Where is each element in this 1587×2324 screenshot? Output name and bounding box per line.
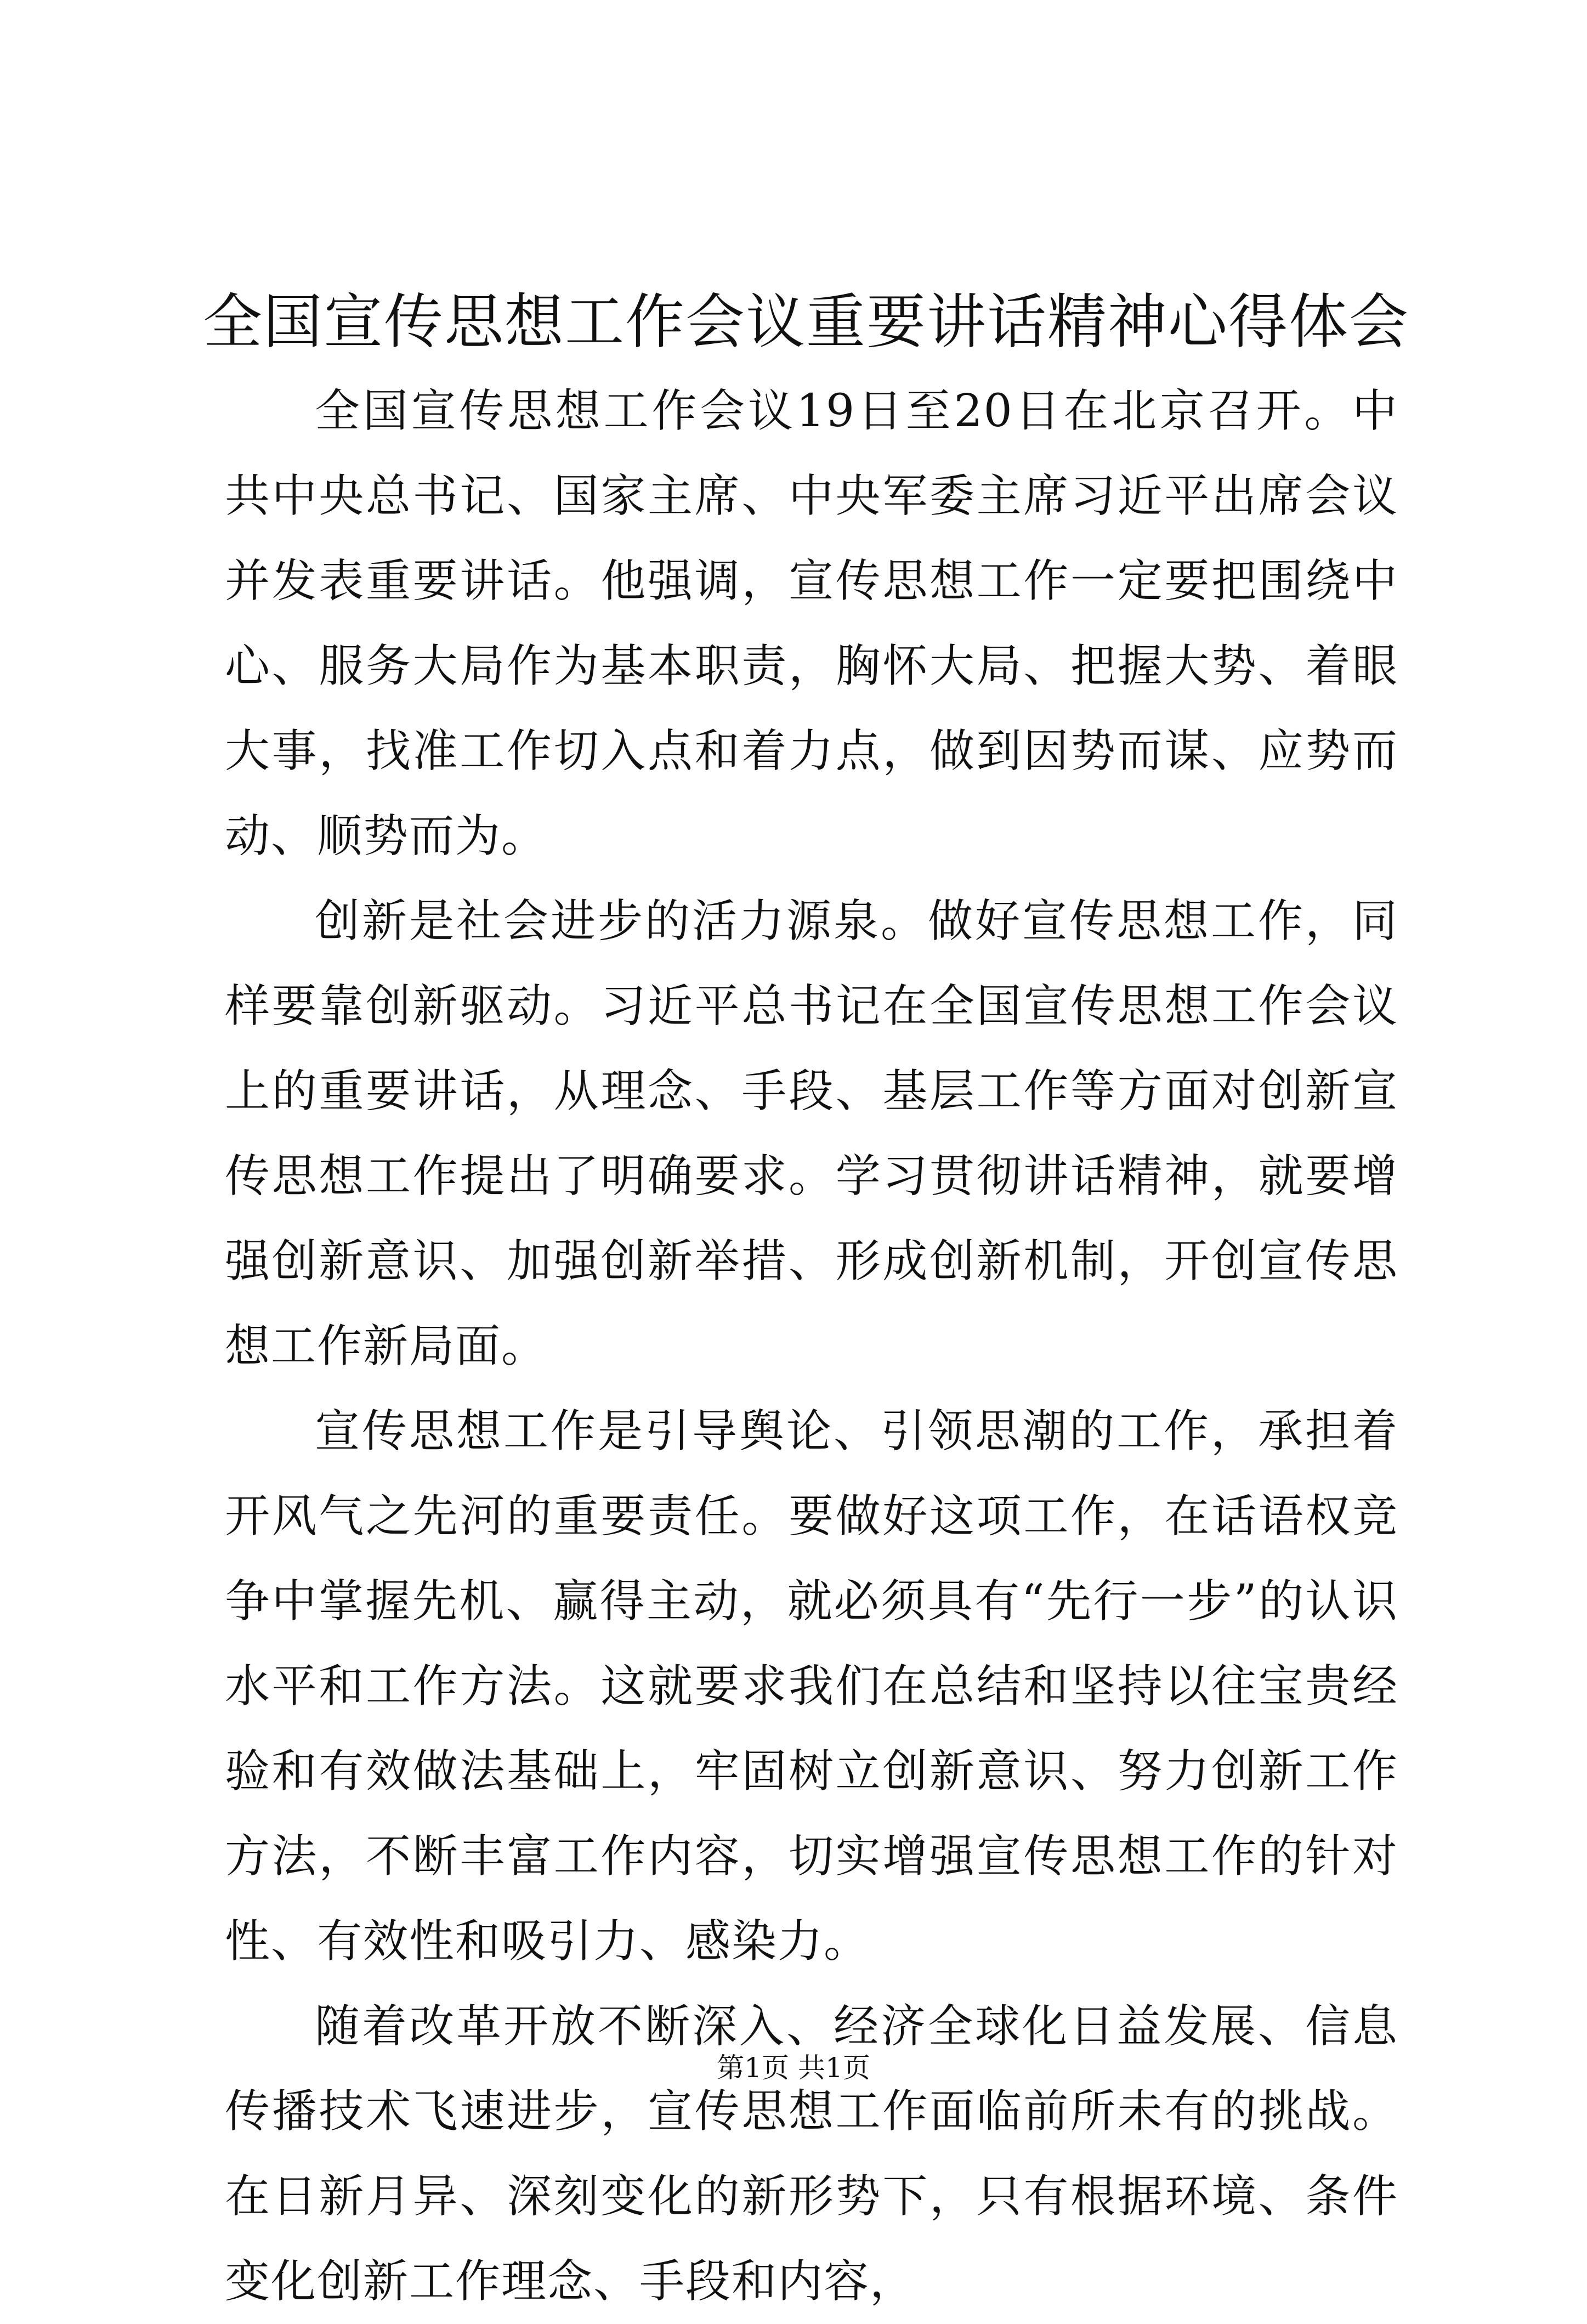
document-title: 全国宣传思想工作会议重要讲话精神心得体会	[203, 288, 1410, 357]
document-body	[225, 369, 1398, 2324]
paragraph-4: 随着改革开放不断深入、经济全球化日益发展、信息传播技术飞速进步，宣传思想工作面临前所未有的挑战。在日新月异、深刻变化的新形势下，只有根据环境、条件变化创新工作理念、手段和内容，	[225, 2000, 1398, 2308]
paragraph-2: 创新是社会进步的活力源泉。做好宣传思想工作，同样要靠创新驱动。习近平总书记在全国宣传思想工作会议上的重要讲话，从理念、手段、基层工作等方面对创新宣传思想工作提出了明确要求。学习贯彻讲话精神，就要增强创新意识、加强创新举措、形成创新机制，开创宣传思想工作新局面。	[225, 895, 1398, 1372]
page-footer: 第1页 共1页	[717, 2052, 870, 2084]
paragraph-3: 宣传思想工作是引导舆论、引领思潮的工作，承担着开风气之先河的重要责任。要做好这项工作，在话语权竞争中掌握先机、赢得主动，就必须具有“先行一步”的认识水平和工作方法。这就要求我们在总结和坚持以往宝贵经验和有效做法基础上，牢固树立创新意识、努力创新工作方法，不断丰富工作内容，切实增强宣传思想工作的针对性、有效性和吸引力、感染力。	[225, 1405, 1398, 1967]
paragraph-1: 全国宣传思想工作会议19日至20日在北京召开。中共中央总书记、国家主席、中央军委主席习近平出席会议并发表重要讲话。他强调，宣传思想工作一定要把围绕中心、服务大局作为基本职责，胸怀大局、把握大势、着眼大事，找准工作切入点和着力点，做到因势而谋、应势而动、顺势而为。	[225, 385, 1398, 862]
